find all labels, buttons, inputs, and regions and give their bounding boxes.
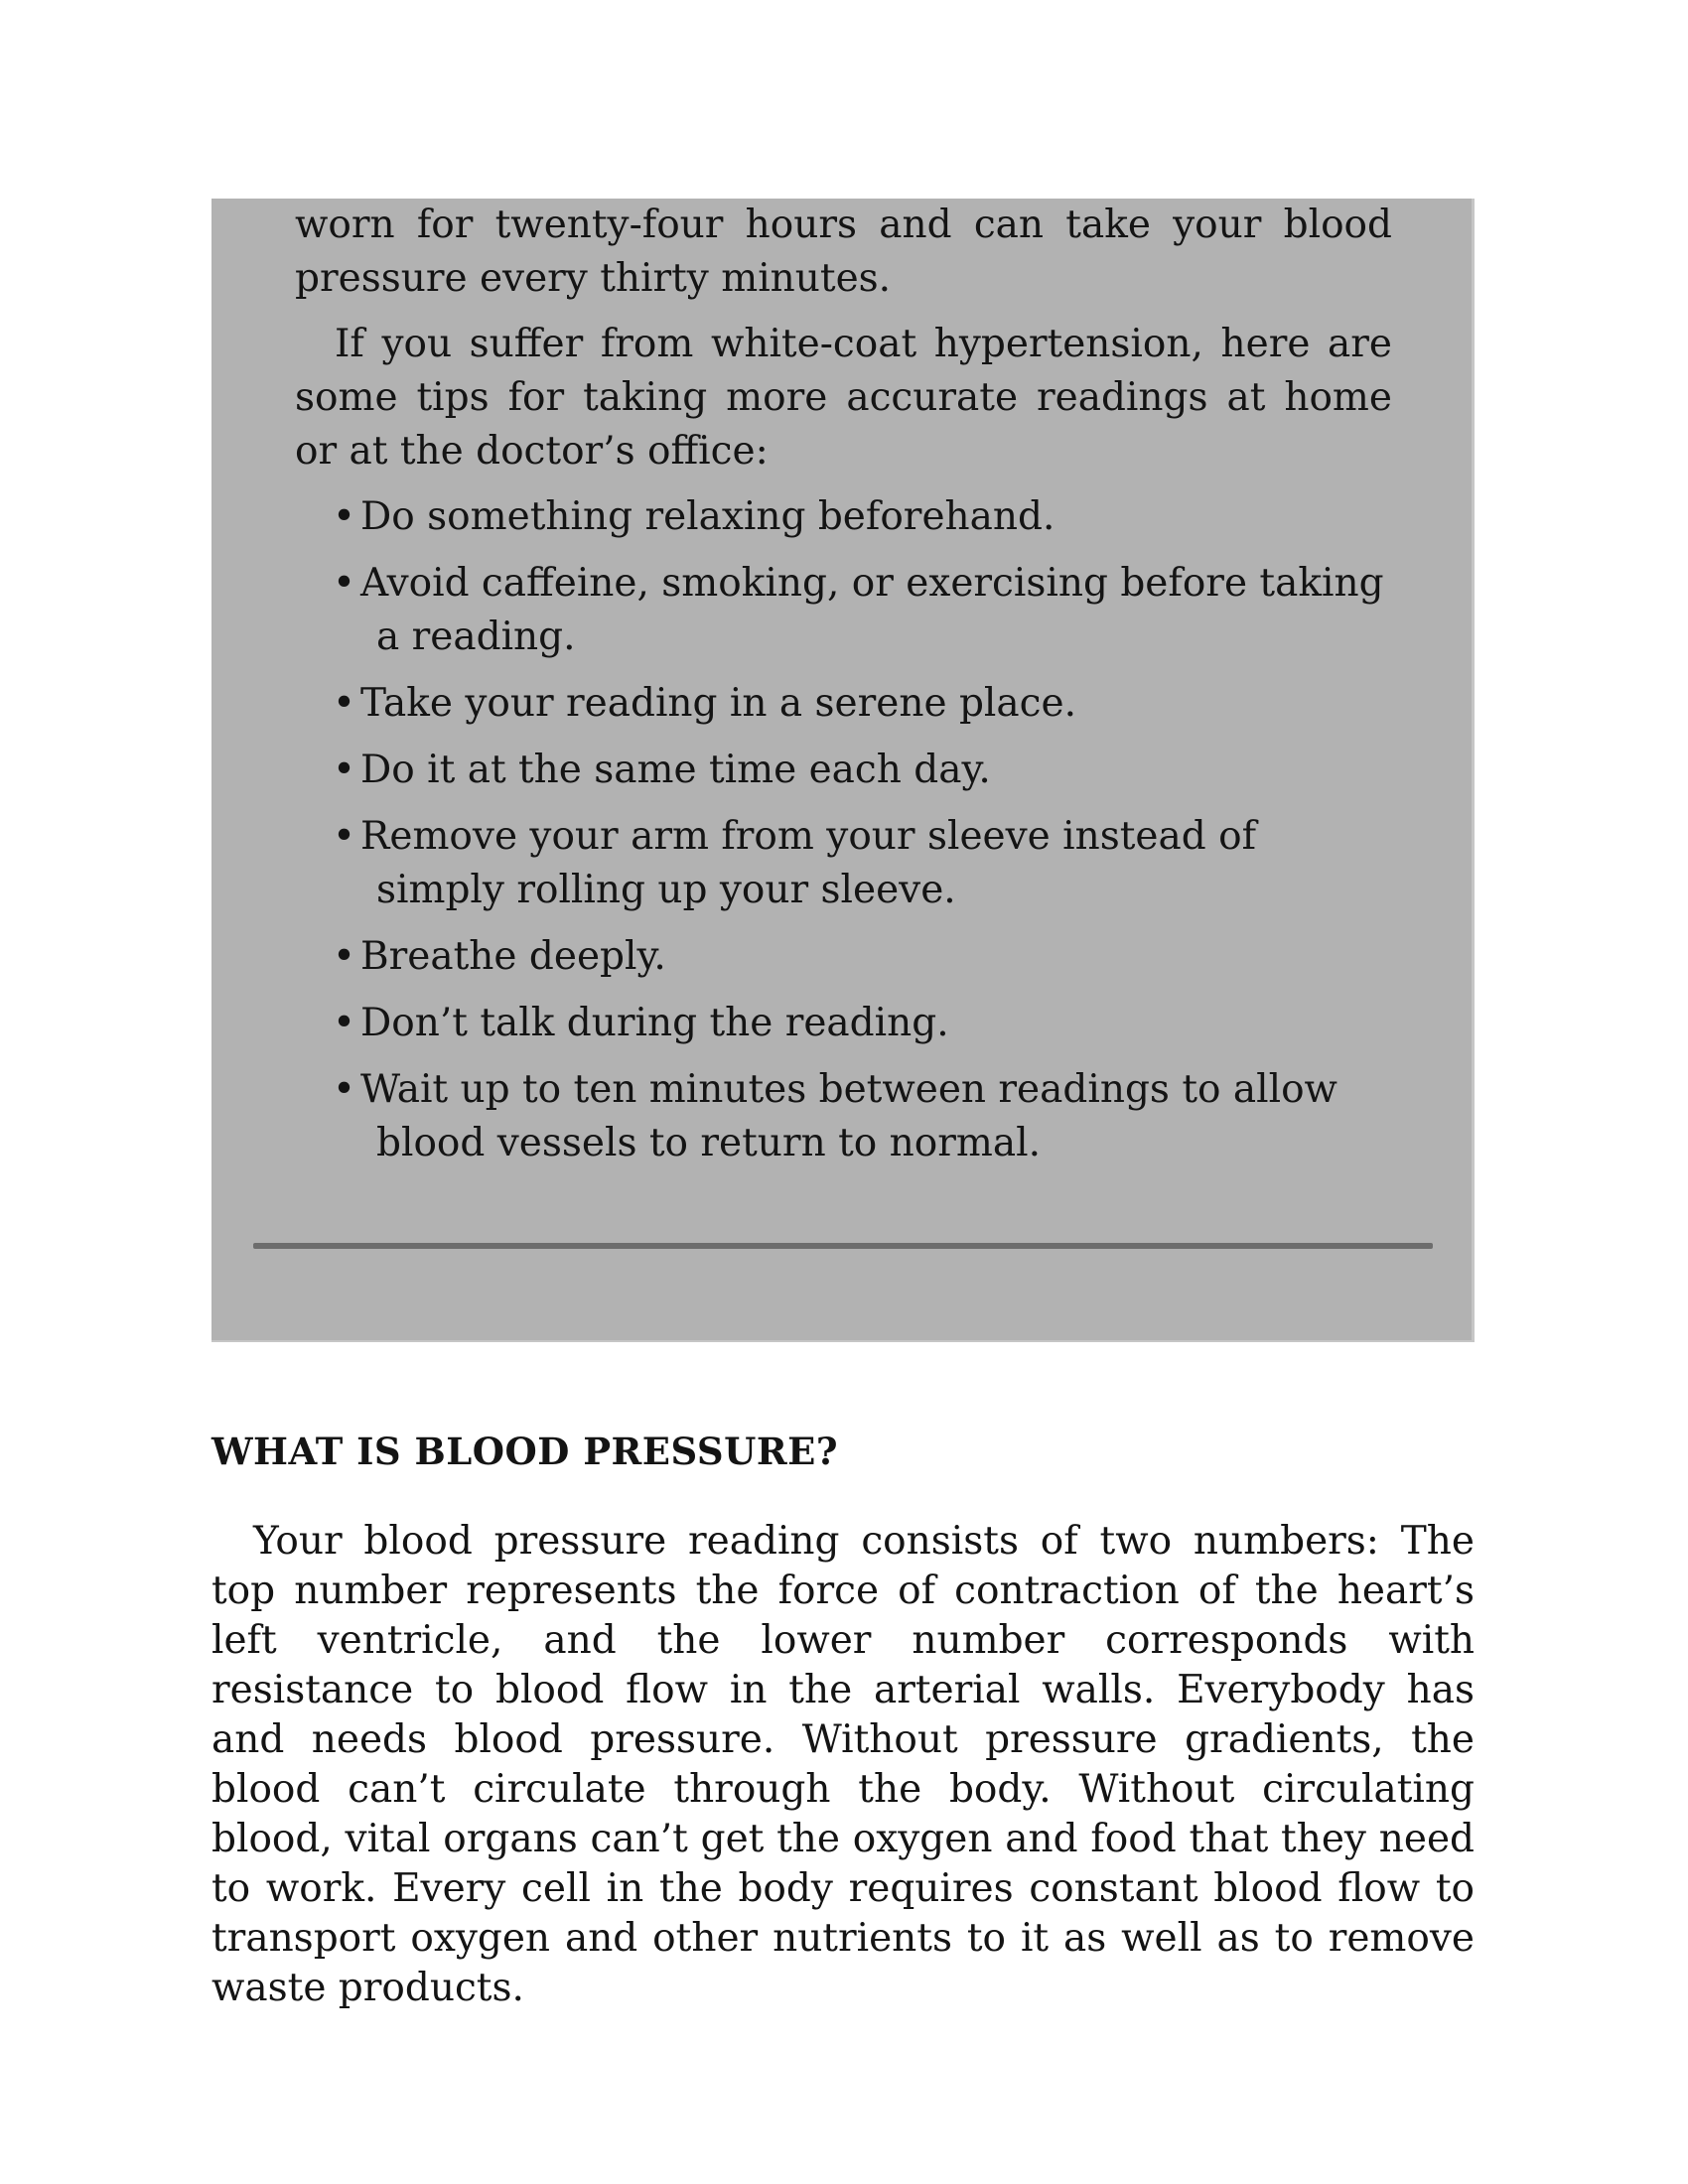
- tip-item: [295, 490, 1392, 544]
- tip-item: [295, 1063, 1392, 1170]
- tip-text: Breathe deeply.: [360, 934, 666, 979]
- bullet-icon: •: [333, 1001, 356, 1045]
- tip-text: Remove your arm from your sleeve instead of simply rolling up your sleeve.: [360, 814, 1257, 912]
- tip-item: [295, 677, 1392, 731]
- bullet-icon: •: [333, 1067, 356, 1112]
- section-heading: WHAT IS BLOOD PRESSURE?: [211, 1430, 839, 1473]
- bullet-icon: •: [333, 561, 356, 606]
- tips-list: [295, 490, 1392, 1170]
- bullet-icon: •: [333, 748, 356, 792]
- tips-sidebar-box: [211, 199, 1475, 1342]
- bullet-icon: •: [333, 494, 356, 539]
- tip-text: Do something relaxing beforehand.: [360, 494, 1055, 539]
- tip-item: [295, 744, 1392, 797]
- sidebar-continued-paragraph: worn for twenty-four hours and can take your blood pressure every thirty minutes.: [295, 203, 1392, 301]
- sidebar-bottom-rule: [253, 1243, 1433, 1249]
- sidebar-text: [295, 199, 1392, 1183]
- bullet-icon: •: [333, 814, 356, 859]
- tip-text: Take your reading in a serene place.: [360, 681, 1076, 726]
- tip-item: [295, 810, 1392, 917]
- sidebar-intro-paragraph: If you suffer from white-coat hypertension, here are some tips for taking more accurate readings at home or at the doctor’s office:: [295, 322, 1392, 474]
- tip-item: [295, 930, 1392, 984]
- tip-text: Avoid caffeine, smoking, or exercising before taking a reading.: [360, 561, 1384, 659]
- tip-item: [295, 997, 1392, 1050]
- tip-text: Wait up to ten minutes between readings to allow blood vessels to return to normal.: [360, 1067, 1337, 1165]
- tip-item: [295, 557, 1392, 664]
- bullet-icon: •: [333, 681, 356, 726]
- body-paragraph: Your blood pressure reading consists of two numbers: The top number represents the force of contraction of the heart’s left ventricle, and the lower number corresponds with resistance to blood flow in the arterial walls. Everybody has and needs blood pressure. Without pressure gradients, the blood can’t circulate through the body. Without circulating blood, vital organs can’t get the oxygen and food that they need to work. Every cell in the body requires constant blood flow to transport oxygen and other nutrients to it as well as to remove waste products.: [211, 1519, 1475, 2010]
- tip-text: Don’t talk during the reading.: [360, 1001, 949, 1045]
- tip-text: Do it at the same time each day.: [360, 748, 991, 792]
- bullet-icon: •: [333, 934, 356, 979]
